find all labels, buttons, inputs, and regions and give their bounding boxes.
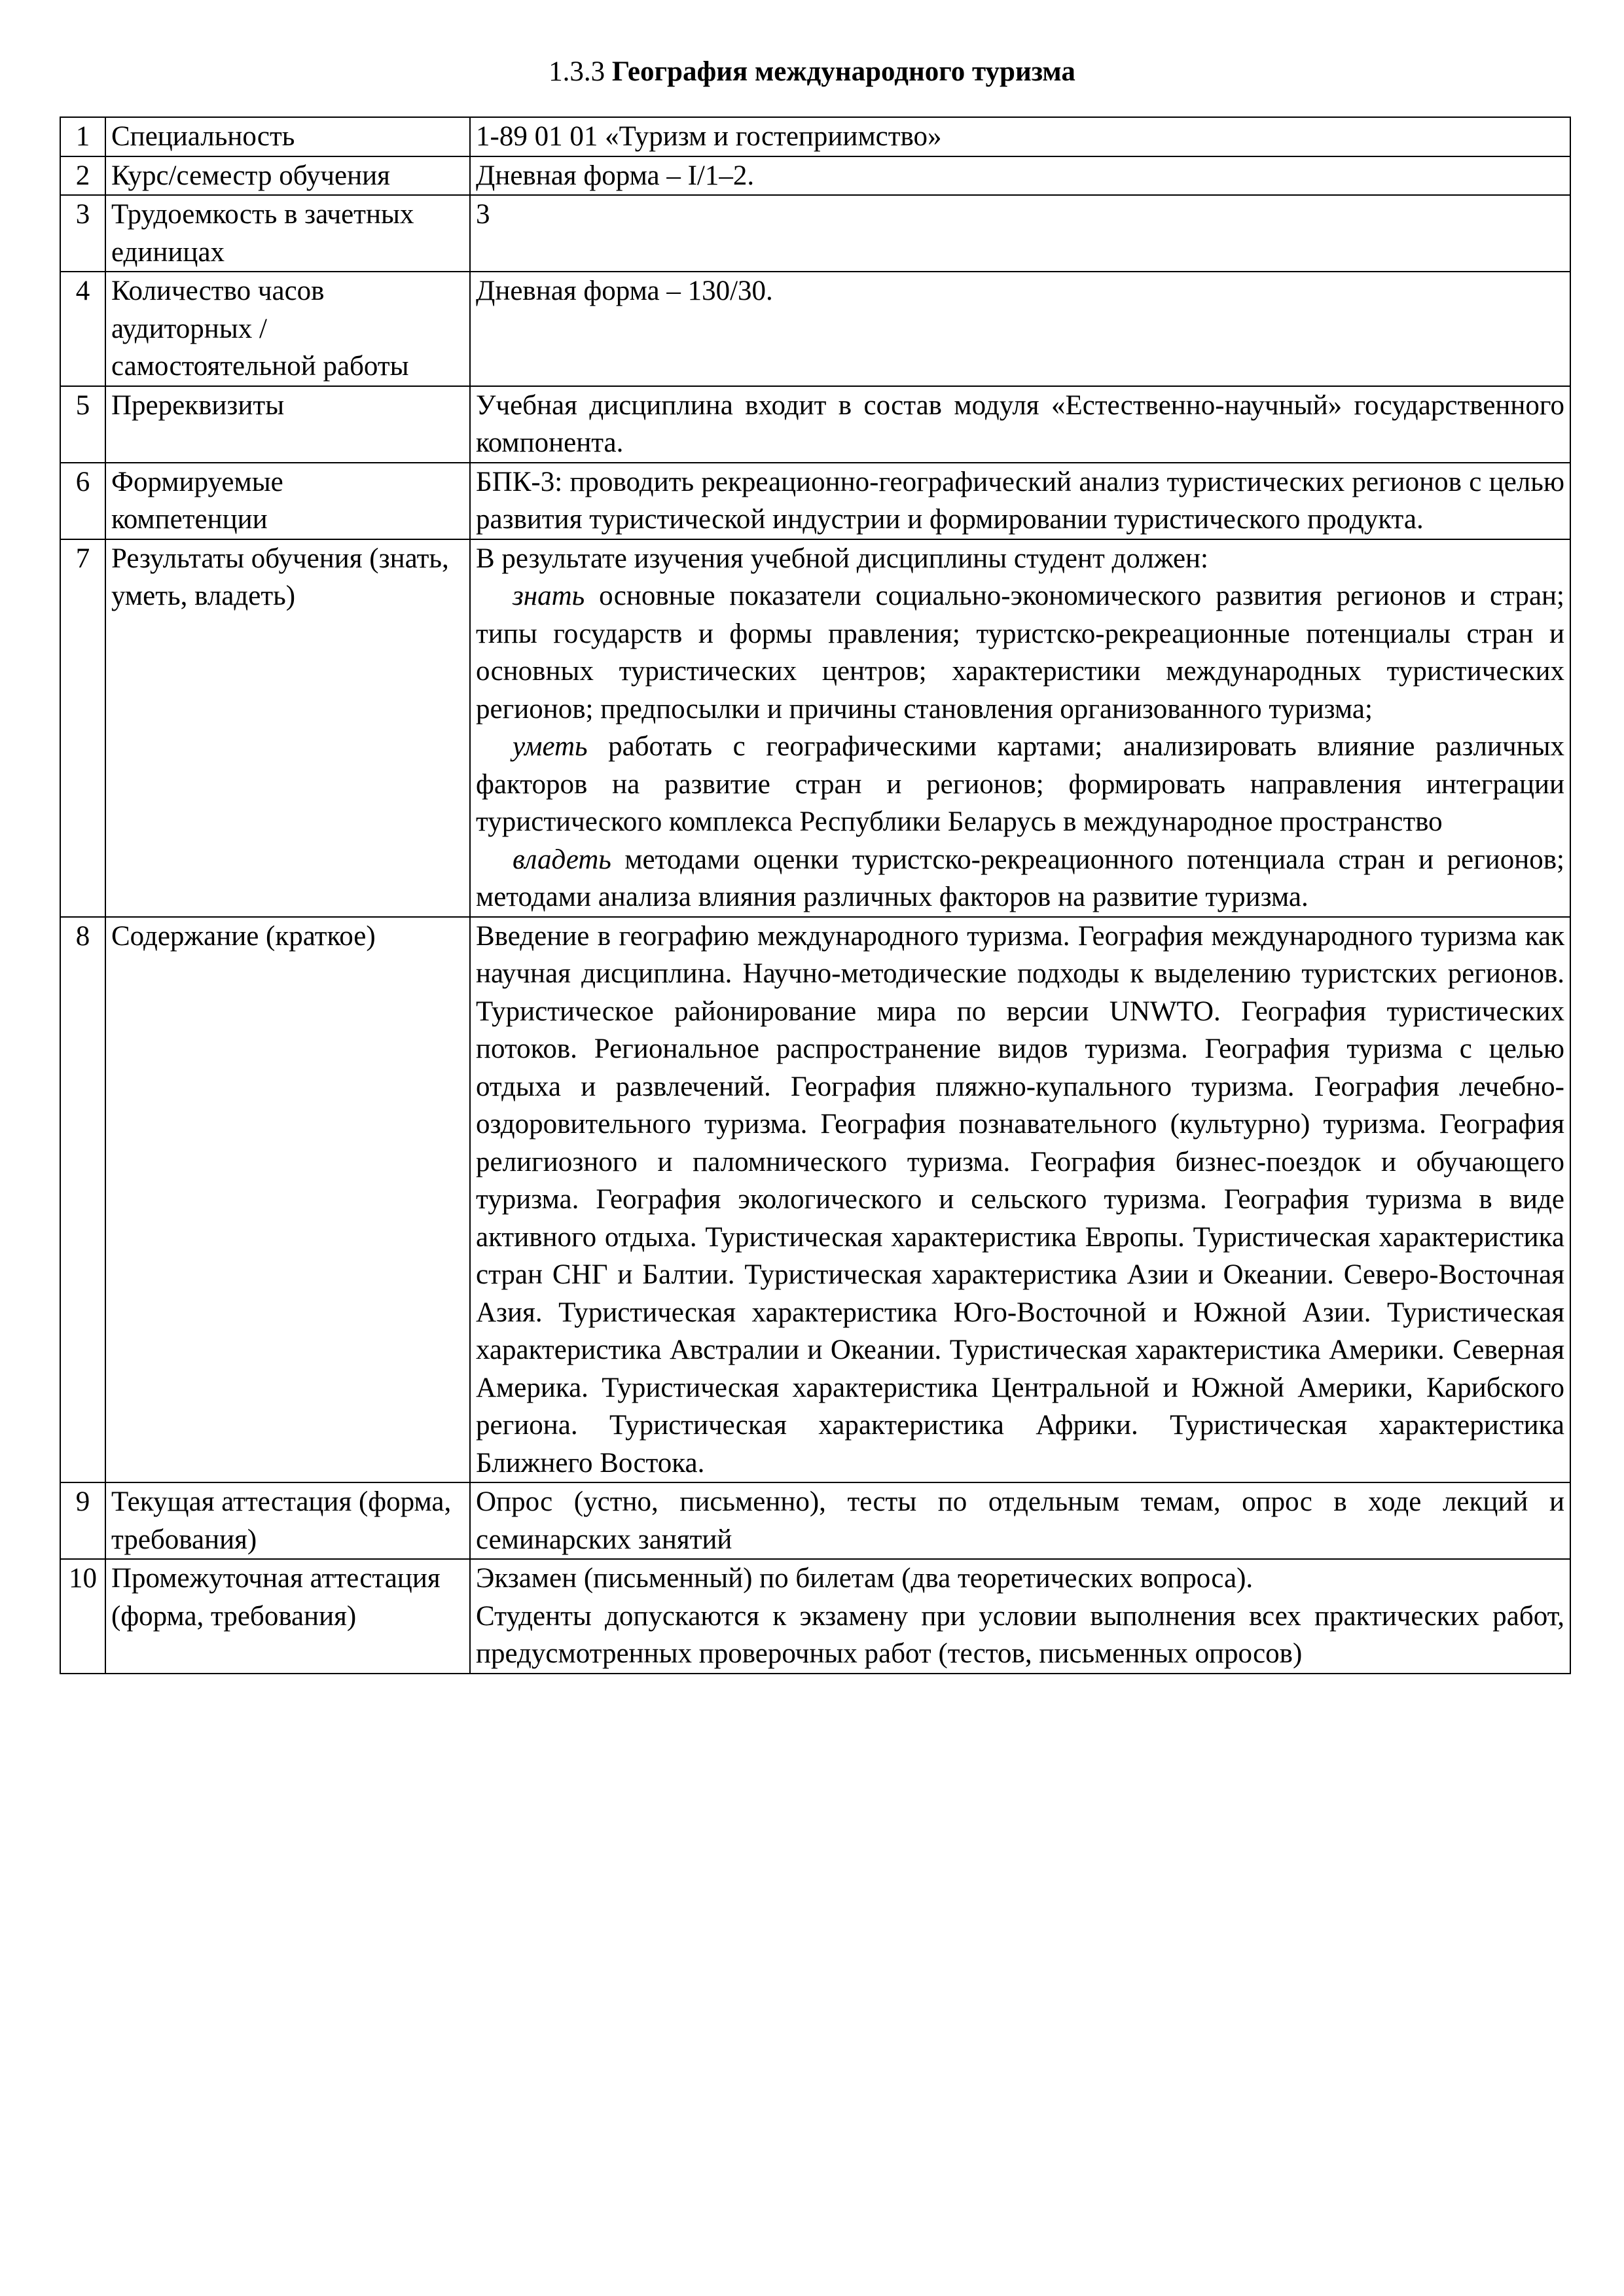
table-row xyxy=(60,1559,1570,1674)
row-label: Формируемые компетенции xyxy=(105,463,470,539)
can-term: уметь xyxy=(513,731,588,762)
title-number: 1.3.3 xyxy=(549,56,605,87)
row-value: Введение в географию международного туризма. География международного туризма как научная дисциплина. Научно-методические подходы к выделению туристских регионов. Туристическое районирование мира по версии UNWTO. География туристических потоков. Региональное распространение видов туризма. География туризма с целью отдыха и развлечений. География пляжно-купального туризма. География лечебно-оздоровительного туризма. География познавательного (культурно) туризма. География религиозного и паломнического туризма. География бизнес-поездок и обучающего туризма. География экологического и сельского туризма. География туризма в виде активного отдыха. Туристическая характеристика Европы. Туристическая характеристика стран СНГ и Балтии. Туристическая характеристика Азии и Океании. Северо-Восточная Азия. Туристическая характеристика Юго-Восточной и Южной Азии. Туристическая характеристика Австралии и Океании. Туристическая характеристика Америки. Северная Америка. Туристическая характеристика Центральной и Южной Америки, Карибского региона. Туристическая характеристика Африки. Туристическая характеристика Ближнего Востока. xyxy=(470,917,1570,1483)
row-label: Курс/семестр обучения xyxy=(105,156,470,196)
table-row xyxy=(60,386,1570,463)
row-number: 3 xyxy=(60,195,105,272)
row-number: 5 xyxy=(60,386,105,463)
table-row xyxy=(60,195,1570,272)
learning-know xyxy=(476,577,1564,728)
table-row xyxy=(60,463,1570,539)
row-number: 1 xyxy=(60,117,105,156)
row-number: 8 xyxy=(60,917,105,1483)
own-text: методами оценки туристско-рекреационного потенциала стран и регионов; методами анализа влияния различных факторов на развитие туризма. xyxy=(476,844,1564,912)
know-text: основные показатели социально-экономического развития регионов и стран; типы государств и формы правления; туристско-рекреационные потенциалы стран и основных туристических центров; характеристики международных туристических регионов; предпосылки и причины становления организованного туризма; xyxy=(476,581,1564,725)
table-row xyxy=(60,917,1570,1483)
document-title xyxy=(0,54,1624,90)
row-value: БПК-3: проводить рекреационно-географический анализ туристических регионов с целью развития туристической индустрии и формировании туристического продукта. xyxy=(470,463,1570,539)
own-term: владеть xyxy=(513,844,611,875)
admission-line: Студенты допускаются к экзамену при условии выполнения всех практических работ, предусмотренных проверочных работ (тестов, письменных опросов) xyxy=(476,1600,1564,1669)
row-value: Дневная форма – 130/30. xyxy=(470,272,1570,386)
row-value xyxy=(470,1559,1570,1674)
table-row xyxy=(60,117,1570,156)
title-text: География международного туризма xyxy=(611,56,1075,87)
exam-line: Экзамен (письменный) по билетам (два теоретических вопроса). xyxy=(476,1563,1254,1594)
row-label: Специальность xyxy=(105,117,470,156)
table-row xyxy=(60,272,1570,386)
table-row xyxy=(60,1482,1570,1559)
learning-intro: В результате изучения учебной дисциплины студент должен: xyxy=(476,543,1209,574)
row-number: 4 xyxy=(60,272,105,386)
row-value: 1-89 01 01 «Туризм и гостеприимство» xyxy=(470,117,1570,156)
can-text: работать с географическими картами; анализировать влияние различных факторов на развитие стран и регионов; формировать направления интеграции туристического комплекса Республики Беларусь в международное пространство xyxy=(476,731,1564,837)
row-label: Содержание (краткое) xyxy=(105,917,470,1483)
row-label: Текущая аттестация (форма, требования) xyxy=(105,1482,470,1559)
row-number: 6 xyxy=(60,463,105,539)
row-label: Промежуточная аттестация (форма, требования) xyxy=(105,1559,470,1674)
row-number: 7 xyxy=(60,539,105,917)
row-label: Результаты обучения (знать, уметь, владеть) xyxy=(105,539,470,917)
course-info-table xyxy=(60,117,1571,1674)
row-label: Трудоемкость в зачетных единицах xyxy=(105,195,470,272)
table-row xyxy=(60,156,1570,196)
row-number: 9 xyxy=(60,1482,105,1559)
row-label: Количество часов аудиторных / самостоятельной работы xyxy=(105,272,470,386)
row-number: 10 xyxy=(60,1559,105,1674)
row-value xyxy=(470,539,1570,917)
row-value: Опрос (устно, письменно), тесты по отдельным темам, опрос в ходе лекций и семинарских занятий xyxy=(470,1482,1570,1559)
learning-can xyxy=(476,728,1564,841)
row-value: Учебная дисциплина входит в состав модуля «Естественно-научный» государственного компонента. xyxy=(470,386,1570,463)
know-term: знать xyxy=(513,581,585,611)
row-number: 2 xyxy=(60,156,105,196)
row-value: 3 xyxy=(470,195,1570,272)
table-row xyxy=(60,539,1570,917)
row-value: Дневная форма – I/1–2. xyxy=(470,156,1570,196)
row-label: Пререквизиты xyxy=(105,386,470,463)
learning-own xyxy=(476,841,1564,916)
